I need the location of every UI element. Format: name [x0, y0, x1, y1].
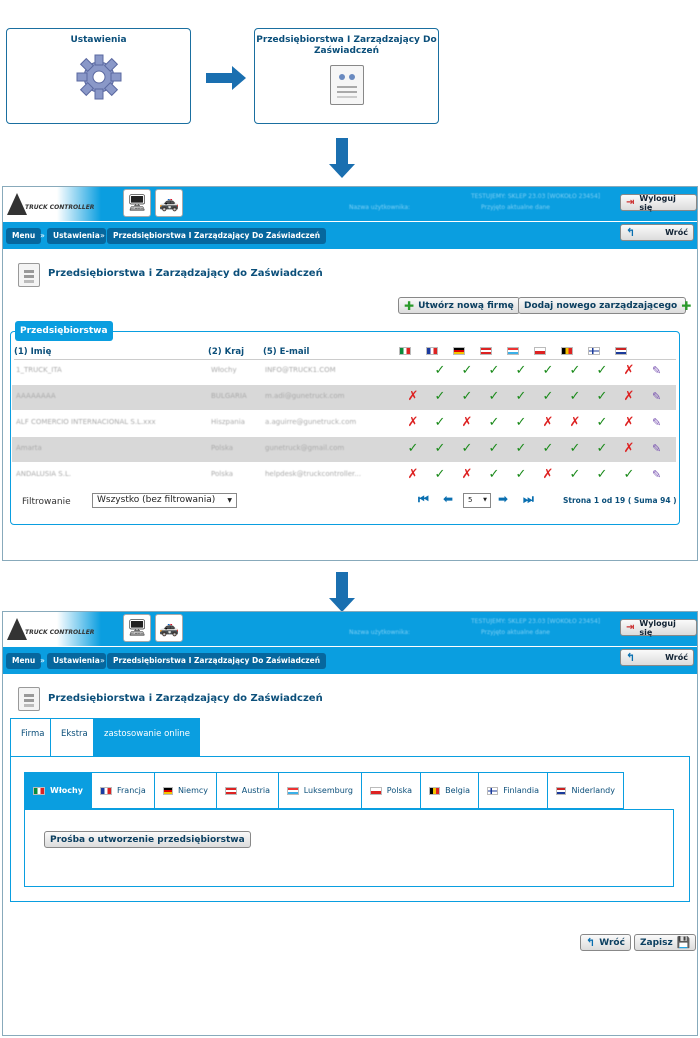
- logo: TRUCK CONTROLLER: [3, 612, 101, 646]
- check-icon: ✓: [623, 467, 635, 482]
- cell-name: AAAAAAAA: [16, 392, 56, 400]
- breadcrumb-separator: »: [40, 656, 45, 665]
- flag-de-icon: [163, 787, 173, 795]
- flag-germany-icon: [453, 347, 465, 355]
- column-country[interactable]: (2) Kraj: [208, 347, 245, 357]
- tab-online-application[interactable]: zastosowanie online: [93, 718, 200, 756]
- cell-email: m.adi@gunetruck.com: [265, 392, 345, 400]
- breadcrumb-settings[interactable]: Ustawienia: [47, 653, 106, 669]
- flag-pl-icon: [370, 787, 382, 795]
- cell-email: INFO@TRUCK1.COM: [265, 366, 336, 374]
- check-icon: ✓: [515, 467, 527, 482]
- page-size-select[interactable]: 5 ▼: [463, 493, 491, 508]
- flag-poland-icon: [534, 347, 546, 355]
- country-tab-label: Belgia: [445, 786, 470, 795]
- nav-bar: [3, 221, 697, 249]
- session-info: TESTUJEMY: SKLEP 23.03 [WOKOŁO 23454]: [471, 618, 601, 625]
- gear-icon: [74, 52, 124, 102]
- tab-firma[interactable]: Firma: [10, 718, 55, 756]
- companies-box[interactable]: [254, 28, 439, 124]
- flag-fr-icon: [100, 787, 112, 795]
- plus-icon: ✚: [681, 298, 692, 313]
- country-tab-label: Luksemburg: [303, 786, 353, 795]
- country-tab-label: Finlandia: [503, 786, 539, 795]
- floppy-disk-icon: 💾: [676, 936, 691, 949]
- back-button-bottom[interactable]: ↰ Wróć: [580, 934, 631, 951]
- cross-icon: ✗: [623, 363, 635, 378]
- cell-country: BULGARIA: [211, 392, 247, 400]
- edit-pencil-icon[interactable]: ✎: [652, 468, 662, 481]
- create-company-button[interactable]: ✚ Utwórz nową firmę: [398, 297, 520, 314]
- country-tab-label: Włochy: [50, 786, 83, 795]
- flag-luxembourg-icon: [507, 347, 519, 355]
- cell-email: helpdesk@truckcontroller...: [265, 470, 361, 478]
- check-icon: ✓: [407, 441, 419, 456]
- logout-button[interactable]: ⇥ Wyloguj się: [620, 194, 697, 211]
- flag-austria-icon: [480, 347, 492, 355]
- cross-icon: ✗: [461, 467, 473, 482]
- flag-be-icon: [429, 787, 440, 795]
- edit-pencil-icon[interactable]: ✎: [652, 390, 662, 403]
- table-row[interactable]: [12, 359, 676, 384]
- check-icon: ✓: [434, 415, 446, 430]
- cross-icon: ✗: [407, 467, 419, 482]
- check-icon: ✓: [488, 363, 500, 378]
- first-page-icon[interactable]: ⏮: [418, 492, 429, 506]
- breadcrumb-separator: »: [100, 656, 105, 665]
- check-icon: ✓: [434, 441, 446, 456]
- check-icon: ✓: [488, 441, 500, 456]
- settings-box[interactable]: [6, 28, 191, 124]
- check-icon: ✓: [569, 467, 581, 482]
- flag-france-icon: [426, 347, 438, 355]
- logout-icon: ⇥: [626, 622, 635, 633]
- country-tab-it[interactable]: [24, 772, 92, 809]
- country-tab-lu[interactable]: [278, 772, 362, 809]
- truck-icon[interactable]: 🚓: [155, 614, 183, 642]
- page-document-icon: [18, 687, 40, 711]
- cross-icon: ✗: [623, 389, 635, 404]
- edit-pencil-icon[interactable]: ✎: [652, 442, 662, 455]
- check-icon: ✓: [488, 415, 500, 430]
- breadcrumb-separator: »: [40, 231, 45, 240]
- add-manager-button[interactable]: Dodaj nowego zarządzającego ✚: [518, 297, 686, 314]
- check-icon: ✓: [515, 441, 527, 456]
- request-company-button[interactable]: Prośba o utworzenie przedsiębiorstwa: [44, 831, 251, 848]
- cross-icon: ✗: [407, 389, 419, 404]
- table-row[interactable]: [12, 385, 676, 410]
- chevron-down-icon: ▼: [483, 497, 487, 503]
- chevron-down-icon: ▼: [227, 497, 232, 504]
- check-icon: ✓: [434, 467, 446, 482]
- column-email[interactable]: (5) E-mail: [263, 347, 310, 357]
- column-name[interactable]: (1) Imię: [14, 347, 52, 357]
- country-tab-pl[interactable]: [361, 772, 421, 809]
- cell-country: Polska: [211, 470, 234, 478]
- check-icon: ✓: [569, 389, 581, 404]
- flag-fi-icon: [487, 787, 498, 795]
- check-icon: ✓: [515, 389, 527, 404]
- tab-ekstra[interactable]: Ekstra: [50, 718, 99, 756]
- arrow-down-icon: [329, 572, 355, 612]
- cross-icon: ✗: [542, 415, 554, 430]
- breadcrumb-current[interactable]: Przedsiębiorstwa I Zarządzający Do Zaświadczeń: [107, 653, 326, 669]
- country-tab-nl[interactable]: [547, 772, 624, 809]
- cross-icon: ✗: [542, 467, 554, 482]
- arrow-down-icon: [329, 138, 355, 178]
- flag-it-icon: [33, 787, 45, 795]
- plus-icon: ✚: [404, 298, 415, 313]
- country-tab-label: Polska: [386, 786, 412, 795]
- page-document-icon: [18, 263, 40, 287]
- cell-country: Polska: [211, 444, 234, 452]
- logo: TRUCK CONTROLLER: [3, 187, 101, 221]
- user-label: Nazwa użytkownika:: [349, 629, 411, 636]
- check-icon: ✓: [515, 415, 527, 430]
- computer-icon[interactable]: 🖥: [123, 614, 151, 642]
- cross-icon: ✗: [569, 415, 581, 430]
- check-icon: ✓: [542, 363, 554, 378]
- companies-legend: Przedsiębiorstwa: [15, 321, 113, 341]
- logout-icon: ⇥: [626, 197, 635, 208]
- country-tab-fi[interactable]: [478, 772, 548, 809]
- cell-name: ANDALUSIA S.L.: [16, 470, 72, 478]
- check-icon: ✓: [596, 441, 608, 456]
- user-status: Przyjęto aktualne dane: [481, 204, 550, 211]
- country-tab-label: Francja: [117, 786, 146, 795]
- flag-netherlands-icon: [615, 347, 627, 355]
- page-title: Przedsiębiorstwa i Zarządzający do Zaświadczeń: [48, 268, 323, 279]
- edit-pencil-icon[interactable]: ✎: [652, 416, 662, 429]
- nav-bar: [3, 646, 697, 674]
- country-tab-label: Niderlandy: [571, 786, 615, 795]
- truck-icon[interactable]: 🚓: [155, 189, 183, 217]
- flag-italy-icon: [399, 347, 411, 355]
- top-bar: [3, 187, 697, 221]
- table-row[interactable]: [12, 437, 676, 462]
- computer-icon[interactable]: 🖥: [123, 189, 151, 217]
- check-icon: ✓: [596, 415, 608, 430]
- top-bar: [3, 612, 697, 646]
- page-info: Strona 1 od 19 ( Suma 94 ): [563, 496, 677, 505]
- flag-at-icon: [225, 787, 237, 795]
- filter-select[interactable]: Wszystko (bez filtrowania) ▼: [92, 493, 237, 508]
- user-label: Nazwa użytkownika:: [349, 204, 411, 211]
- check-icon: ✓: [596, 389, 608, 404]
- companies-title: Przedsiębiorstwa I Zarządzający Do Zaświadczeń: [256, 35, 437, 56]
- cell-name: ALF COMERCIO INTERNACIONAL S.L.xxx: [16, 418, 156, 426]
- table-row[interactable]: [12, 411, 676, 436]
- country-tab-at[interactable]: [216, 772, 279, 809]
- page-title: Przedsiębiorstwa i Zarządzający do Zaświadczeń: [48, 693, 323, 704]
- last-page-icon[interactable]: ⏭: [523, 492, 534, 506]
- arrow-right-icon: [206, 66, 246, 90]
- breadcrumb-settings[interactable]: Ustawienia: [47, 228, 106, 244]
- breadcrumb-separator: »: [100, 231, 105, 240]
- breadcrumb-menu[interactable]: Menu: [6, 653, 41, 669]
- check-icon: ✓: [515, 363, 527, 378]
- check-icon: ✓: [569, 363, 581, 378]
- check-icon: ✓: [488, 467, 500, 482]
- check-icon: ✓: [596, 467, 608, 482]
- cell-name: Amarta: [16, 444, 42, 452]
- check-icon: ✓: [461, 363, 473, 378]
- user-status: Przyjęto aktualne dane: [481, 629, 550, 636]
- back-button[interactable]: ↰ Wróć: [620, 224, 694, 241]
- check-icon: ✓: [569, 441, 581, 456]
- back-button[interactable]: ↰ Wróć: [620, 649, 694, 666]
- cell-country: Hiszpania: [211, 418, 245, 426]
- breadcrumb-menu[interactable]: Menu: [6, 228, 41, 244]
- check-icon: ✓: [461, 441, 473, 456]
- cross-icon: ✗: [623, 415, 635, 430]
- country-tab-fr[interactable]: [91, 772, 155, 809]
- check-icon: ✓: [542, 441, 554, 456]
- country-tab-label: Niemcy: [177, 786, 208, 795]
- flag-belgium-icon: [561, 347, 573, 355]
- table-row[interactable]: [12, 463, 676, 488]
- document-icon: [330, 65, 364, 105]
- session-info: TESTUJEMY: SKLEP 23.03 [WOKOŁO 23454]: [471, 193, 601, 200]
- country-tab-label: Austria: [241, 786, 270, 795]
- country-panel: [24, 809, 674, 887]
- country-tab-de[interactable]: [154, 772, 217, 809]
- cell-name: 1_TRUCK_ITA: [16, 366, 62, 374]
- logout-button[interactable]: ⇥ Wyloguj się: [620, 619, 697, 636]
- cross-icon: ✗: [407, 415, 419, 430]
- back-arrow-icon: ↰: [626, 226, 636, 239]
- next-page-icon[interactable]: ➡: [498, 492, 509, 506]
- breadcrumb-current[interactable]: Przedsiębiorstwa I Zarządzający Do Zaświadczeń: [107, 228, 326, 244]
- check-icon: ✓: [488, 389, 500, 404]
- cell-email: a.aguirre@gunetruck.com: [265, 418, 357, 426]
- check-icon: ✓: [461, 389, 473, 404]
- prev-page-icon[interactable]: ⬅: [443, 492, 454, 506]
- save-button[interactable]: Zapisz 💾: [634, 934, 696, 951]
- cross-icon: ✗: [623, 441, 635, 456]
- back-arrow-icon: ↰: [626, 651, 636, 664]
- flag-lu-icon: [287, 787, 299, 795]
- cell-country: Włochy: [211, 366, 237, 374]
- check-icon: ✓: [542, 389, 554, 404]
- cross-icon: ✗: [461, 415, 473, 430]
- flag-finland-icon: [588, 347, 600, 355]
- check-icon: ✓: [434, 389, 446, 404]
- country-tab-be[interactable]: [420, 772, 479, 809]
- back-arrow-icon: ↰: [586, 936, 596, 949]
- settings-title: Ustawienia: [70, 35, 127, 45]
- edit-pencil-icon[interactable]: ✎: [652, 364, 662, 377]
- check-icon: ✓: [434, 363, 446, 378]
- flag-nl-icon: [556, 787, 566, 795]
- filter-label: Filtrowanie: [22, 497, 71, 507]
- cell-email: gunetruck@gmail.com: [265, 444, 345, 452]
- check-icon: ✓: [596, 363, 608, 378]
